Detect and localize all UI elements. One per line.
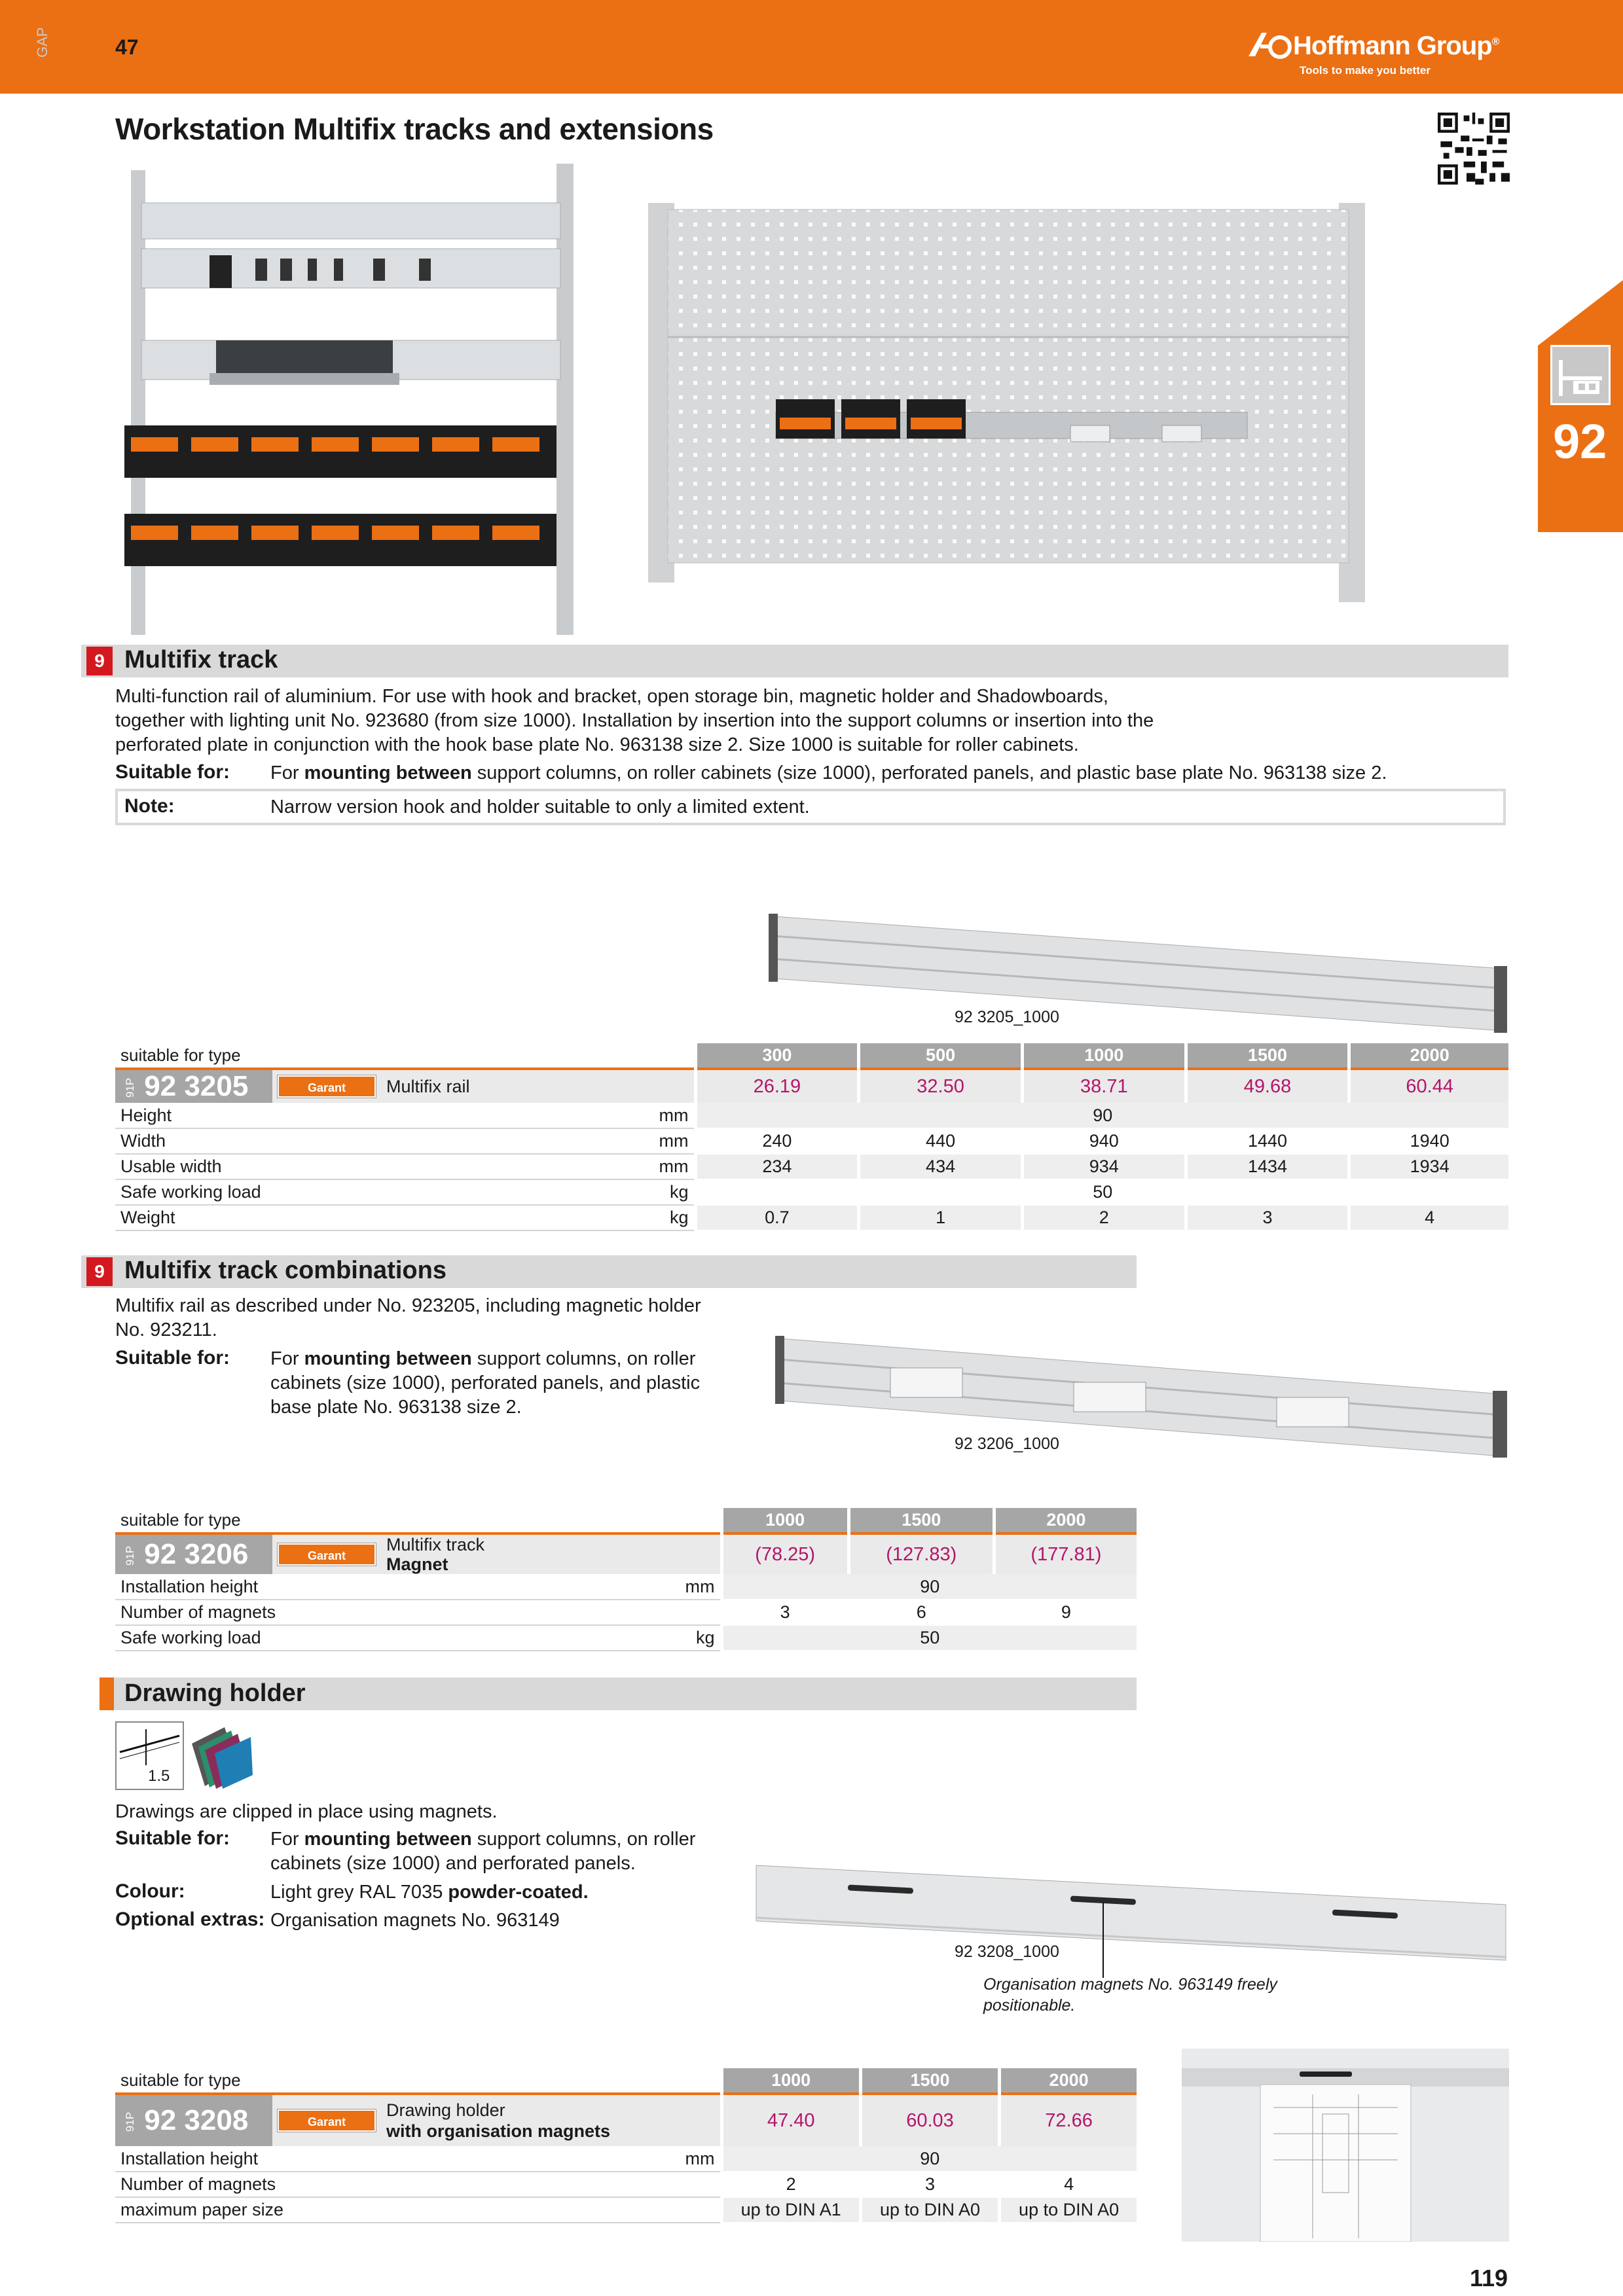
size-col: 500 [859,1043,1023,1069]
section-accent [100,1677,114,1710]
table-row [115,1574,1137,1600]
row-value: 9 [994,1600,1137,1625]
product-number: 91P 92 3206 [115,1534,272,1574]
table-row [115,1179,1508,1205]
table-row [115,1205,1508,1230]
optional-extras-text: Organisation magnets No. 963149 [270,1910,560,1931]
table-row [115,1625,1137,1651]
section-title: Multifix track combinations [124,1257,447,1284]
row-value: 434 [859,1154,1023,1179]
suitable-for-label: Suitable for: [115,1827,230,1849]
row-label: Weight [115,1205,577,1230]
row-unit: kg [577,1205,695,1230]
price-cell[interactable]: 38.71 [1022,1069,1186,1103]
size-col: 1000 [721,1508,848,1534]
table-row [115,1600,1137,1625]
brand-tagline: Tools to make you better [1300,64,1431,77]
product-row[interactable] [115,1534,1137,1574]
brand-name: Hoffmann Group® [1293,31,1499,60]
size-col: 1000 [1022,1043,1186,1069]
gap-label: GAP [34,27,50,58]
size-col: 1000 [721,2068,860,2094]
table-row [115,1128,1508,1154]
row-unit: mm [545,1574,721,1600]
brand-cell [272,1534,381,1574]
row-unit: mm [577,1128,695,1154]
row-value: 50 [721,1625,1137,1651]
row-value: 240 [695,1128,859,1154]
size-col: 2000 [994,1508,1137,1534]
brand-cell [272,2094,381,2146]
table-row [115,2197,1137,2223]
suitable-for-type-label: suitable for type [115,2068,721,2094]
price-cell[interactable]: 49.68 [1186,1069,1349,1103]
image-caption: 92 3208_1000 [955,1943,1059,1961]
row-label: Safe working load [115,1625,545,1651]
price-cell[interactable]: (78.25) [721,1534,848,1574]
callout-text: Organisation magnets No. 963149 freely positionable. [983,1975,1277,2015]
row-unit: kg [545,1625,721,1651]
photo-perforated-panel [645,203,1375,602]
row-value: 1434 [1186,1154,1349,1179]
product-name: Multifix track Magnet [381,1534,721,1574]
size-col: 2000 [1349,1043,1508,1069]
table-header-row [115,1508,1137,1534]
row-value: 934 [1022,1154,1186,1179]
table-row [115,1154,1508,1179]
row-label: Width [115,1128,577,1154]
photo-drawing-holder-in-use [1182,2049,1509,2242]
product-name: Multifix rail [381,1069,695,1103]
row-value: up to DIN A0 [1000,2197,1137,2223]
row-label: Safe working load [115,1179,577,1205]
size-col: 1500 [1186,1043,1349,1069]
workbench-icon [1550,345,1611,405]
suitable-for-type-label: suitable for type [115,1508,721,1534]
table-row [115,2172,1137,2197]
size-col: 1500 [860,2068,999,2094]
product-number: 91P 92 3208 [115,2094,272,2146]
description-line: Multifix rail as described under No. 923205, including magnetic holder [115,1295,701,1316]
description-line: perforated plate in conjunction with the hook base plate No. 963138 size 2. Size 1000 is suitable for roller cabinets. [115,734,1079,755]
row-value: 2 [721,2172,860,2197]
suitable-for-type-label: suitable for type [115,1043,695,1069]
section-header-multifix-track [81,645,1508,677]
product-name: Drawing holder with organisation magnets [381,2094,721,2146]
garant-logo-icon: Garant [278,2109,376,2132]
price-cell[interactable]: 47.40 [721,2094,860,2146]
row-value: 3 [1186,1205,1349,1230]
row-value: 6 [848,1600,994,1625]
image-caption: 92 3205_1000 [955,1008,1059,1026]
row-value: 940 [1022,1128,1186,1154]
suitable-for-text: For mounting between support columns, on roller cabinets (size 1000), perforated panels, and plastic base plate No. 963138 size 2. [270,762,1387,783]
suitable-for-text: For mounting between support columns, on roller cabinets (size 1000) and perforated panels. [270,1829,696,1874]
optional-extras-label: Optional extras: [115,1909,265,1930]
product-row[interactable] [115,2094,1137,2146]
thickness-icon [115,1721,184,1790]
row-value: 4 [1000,2172,1137,2197]
workstation-icon [1552,347,1609,403]
row-unit: mm [610,2146,721,2172]
suitable-for-label: Suitable for: [115,1347,230,1369]
size-col: 1500 [848,1508,994,1534]
row-value: 1440 [1186,1128,1349,1154]
description-line: No. 923211. [115,1319,217,1340]
row-value: 0.7 [695,1205,859,1230]
row-value: 4 [1349,1205,1508,1230]
table-row [115,1103,1508,1128]
row-value: 50 [695,1179,1508,1205]
table-header-row [115,1043,1508,1069]
row-label: Installation height [115,1574,545,1600]
price-cell[interactable]: (127.83) [848,1534,994,1574]
brand-cell [272,1069,381,1103]
garant-logo-icon: Garant [278,1543,376,1566]
hoffmann-logo-icon [1247,30,1294,59]
page-number: 119 [1470,2265,1508,2291]
row-value: 2 [1022,1205,1186,1230]
photo-multifix-wall [124,164,589,635]
rail-image-923206 [773,1332,1509,1460]
table-row [115,2146,1137,2172]
row-unit: kg [577,1179,695,1205]
drawing-holder-icons [115,1721,256,1790]
page-title: Workstation Multifix tracks and extensions [115,112,714,146]
section-number-badge: 9 [86,647,113,675]
row-label: Height [115,1103,577,1128]
row-value: 3 [860,2172,999,2197]
row-value: 3 [721,1600,848,1625]
row-value: 90 [695,1103,1508,1128]
size-col: 2000 [1000,2068,1137,2094]
spec-table-923208 [115,2068,1137,2223]
price-cell[interactable]: (177.81) [994,1534,1137,1574]
rail-image-923205 [766,910,1509,1034]
row-label: maximum paper size [115,2197,610,2223]
image-caption: 92 3206_1000 [955,1435,1059,1453]
section1-description [115,685,1425,757]
row-value: 90 [721,1574,1137,1600]
row-unit [610,2197,721,2223]
section-title: Multifix track [124,646,278,673]
colour-swatches-icon [189,1724,254,1789]
row-unit [610,2172,721,2197]
thickness-value: 1.5 [148,1767,170,1785]
row-value: 90 [721,2146,1137,2172]
chapter-number: 92 [1553,414,1607,469]
price-cell[interactable]: 32.50 [859,1069,1023,1103]
qr-code-icon[interactable] [1438,113,1510,185]
price-cell[interactable]: 60.44 [1349,1069,1508,1103]
row-value: 440 [859,1128,1023,1154]
colour-label: Colour: [115,1880,185,1902]
row-unit: mm [577,1154,695,1179]
row-value: 1940 [1349,1128,1508,1154]
row-value: 1 [859,1205,1023,1230]
section2-description [115,1294,770,1342]
price-cell[interactable]: 60.03 [860,2094,999,2146]
section-title: Drawing holder [124,1679,306,1707]
price-cell[interactable]: 26.19 [695,1069,859,1103]
row-label: Usable width [115,1154,577,1179]
row-value: up to DIN A1 [721,2197,860,2223]
note-label: Note: [124,795,175,817]
suitable-for-text: For mounting between support columns, on roller cabinets (size 1000), perforated panels, and plastic base plate No. 963138 size 2. [270,1348,701,1418]
table-header-row [115,2068,1137,2094]
drawing-holder-image [753,1862,1509,1967]
brand-logo[interactable] [1247,27,1509,80]
description-line: together with lighting unit No. 923680 (from size 1000). Installation by insertion into the support columns or insertion into the [115,710,1154,731]
row-label: Installation height [115,2146,610,2172]
note-text: Narrow version hook and holder suitable to only a limited extent. [270,797,810,817]
spec-table-923205 [115,1043,1508,1231]
callout-line [1103,1943,1104,1978]
row-value: 234 [695,1154,859,1179]
spec-table-923206 [115,1508,1137,1651]
section-number-badge: 9 [86,1257,113,1286]
row-unit: mm [577,1103,695,1128]
suitable-for-label: Suitable for: [115,761,230,783]
garant-logo-icon: Garant [278,1075,376,1098]
description-line: Multi-function rail of aluminium. For use with hook and bracket, open storage bin, magnetic holder and Shadowboards, [115,686,1108,707]
product-row[interactable] [115,1069,1508,1103]
row-label: Number of magnets [115,2172,610,2197]
thickness-diagram-icon [117,1723,183,1768]
size-col: 300 [695,1043,859,1069]
product-number: 91P 92 3205 [115,1069,272,1103]
row-unit [545,1600,721,1625]
row-label: Number of magnets [115,1600,545,1625]
price-cell[interactable]: 72.66 [1000,2094,1137,2146]
section3-description: Drawings are clipped in place using magnets. [115,1801,498,1822]
colour-text: Light grey RAL 7035 powder-coated. [270,1882,589,1903]
row-value: up to DIN A0 [860,2197,999,2223]
row-value: 1934 [1349,1154,1508,1179]
catalog-page-number: 47 [115,35,139,59]
